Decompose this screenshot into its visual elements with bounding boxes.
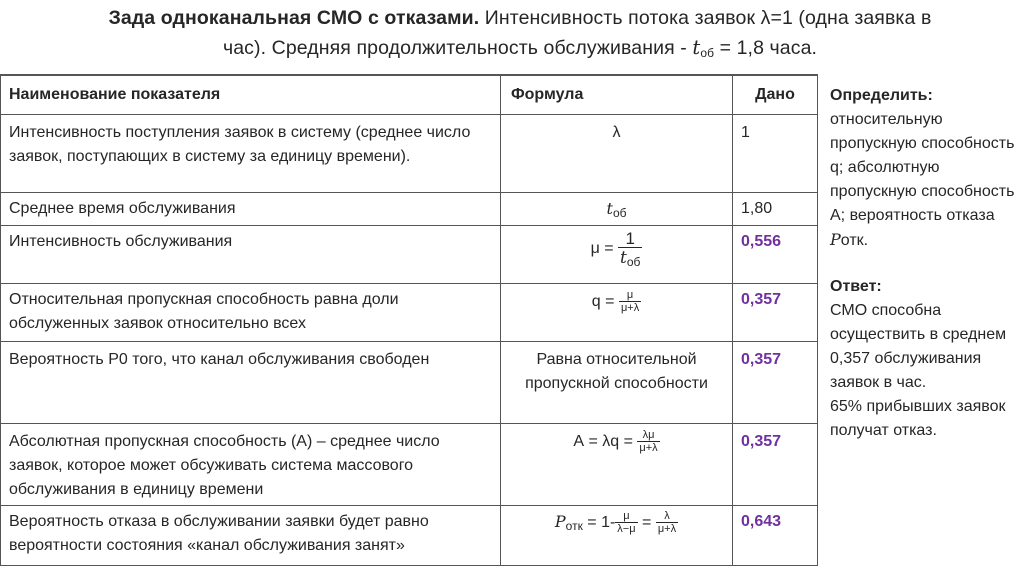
table-row xyxy=(1,226,818,284)
row-value: 0,643 xyxy=(733,506,818,566)
task-text-line2-end: = 1,8 часа. xyxy=(714,37,818,59)
column-header-given: Дано xyxy=(733,75,818,115)
row-value: 0,357 xyxy=(733,424,818,506)
formula-fraction-2 xyxy=(656,511,678,535)
table-row xyxy=(1,284,818,342)
fraction-denominator: μ+λ xyxy=(620,302,640,314)
fraction-numerator: μ xyxy=(623,509,630,522)
determine-body: относительную пропускную способность q; абсолютную пропускную способность А; вероятность отказа xyxy=(830,111,1015,224)
t-subscript: об xyxy=(700,46,715,60)
row-value: 0,357 xyxy=(733,284,818,342)
formula-equals: = xyxy=(642,514,652,531)
row-name: Интенсивность поступления заявок в систему (среднее число заявок, поступающих в систему за единицу времени). xyxy=(1,115,501,193)
formula-t-subscript: об xyxy=(612,206,627,220)
column-header-name: Наименование показателя xyxy=(1,75,501,115)
formula-fraction-1 xyxy=(615,511,637,535)
fraction-numerator: λμ xyxy=(642,429,655,441)
determine-title: Определить: xyxy=(830,87,933,104)
task-text-line1: Интенсивность потока заявок λ=1 (одна заявка в xyxy=(479,7,932,29)
task-title: Зада одноканальная СМО с отказами. xyxy=(108,7,480,29)
row-formula xyxy=(501,424,733,506)
row-name: Вероятность отказа в обслуживании заявки будет равно вероятности состояния «канал обслуживания занят» xyxy=(1,506,501,566)
fraction-denominator: μ+λ xyxy=(657,522,677,535)
row-formula xyxy=(501,284,733,342)
row-name: Среднее время обслуживания xyxy=(1,193,501,226)
task-text-line2: час). Средняя продолжительность обслуживания - xyxy=(222,37,693,59)
row-formula xyxy=(501,226,733,284)
answer-title: Ответ: xyxy=(830,278,882,295)
row-name: Относительная пропускная способность равна доли обслуженных заявок относительно всех xyxy=(1,284,501,342)
table-row xyxy=(1,342,818,424)
row-formula: λ xyxy=(501,115,733,193)
row-formula: Равна относительной пропускной способности xyxy=(501,342,733,424)
formula-p-subscript: отк xyxy=(565,519,583,533)
fraction-numerator: μ xyxy=(626,289,634,301)
formula-fraction xyxy=(637,430,659,454)
fraction-denominator: μ+λ xyxy=(639,442,658,454)
table-row xyxy=(1,193,818,226)
formula-t-subscript: об xyxy=(626,255,641,269)
table-row xyxy=(1,506,818,566)
row-value: 0,357 xyxy=(733,342,818,424)
formula-fraction xyxy=(619,290,641,314)
determine-text xyxy=(830,108,1020,253)
column-header-formula: Формула xyxy=(501,75,733,115)
row-formula xyxy=(501,506,733,566)
formula-lhs: q = xyxy=(591,293,615,311)
answer-text: СМО способна осуществить в среднем 0,357 обслуживания заявок в час. xyxy=(830,302,1007,391)
row-value: 1 xyxy=(733,115,818,193)
row-value: 1,80 xyxy=(733,193,818,226)
row-formula xyxy=(501,193,733,226)
formula-mid: = 1- xyxy=(587,514,616,531)
formula-fraction xyxy=(618,230,642,268)
formula-t-symbol: t xyxy=(620,248,627,268)
fraction-numerator: 1 xyxy=(625,229,635,248)
formula-lhs: А = λq = xyxy=(573,433,633,451)
formula-p-symbol: P xyxy=(554,512,566,531)
fraction-denominator xyxy=(618,247,642,268)
task-header xyxy=(40,4,1000,68)
row-name: Абсолютная пропускная способность (А) – среднее число заявок, которое может обсуживать система массового обслуживания в единицу времени xyxy=(1,424,501,506)
row-name: Интенсивность обслуживания xyxy=(1,226,501,284)
answer-text-2: 65% прибывших заявок получат отказ. xyxy=(830,398,1006,439)
p-text: отк. xyxy=(840,232,869,249)
row-value: 0,556 xyxy=(733,226,818,284)
table-row xyxy=(1,424,818,506)
indicators-table xyxy=(0,74,818,566)
side-notes xyxy=(830,84,1020,443)
t-symbol: t xyxy=(692,36,701,59)
table-header-row xyxy=(1,75,818,115)
formula-t-symbol: t xyxy=(606,199,613,218)
p-symbol: P xyxy=(830,230,841,249)
table-row xyxy=(1,115,818,193)
formula-lhs: μ = xyxy=(590,240,614,258)
row-name: Вероятность Р0 того, что канал обслуживания свободен xyxy=(1,342,501,424)
fraction-numerator: λ xyxy=(664,509,670,522)
fraction-denominator: λ−μ xyxy=(617,522,636,535)
